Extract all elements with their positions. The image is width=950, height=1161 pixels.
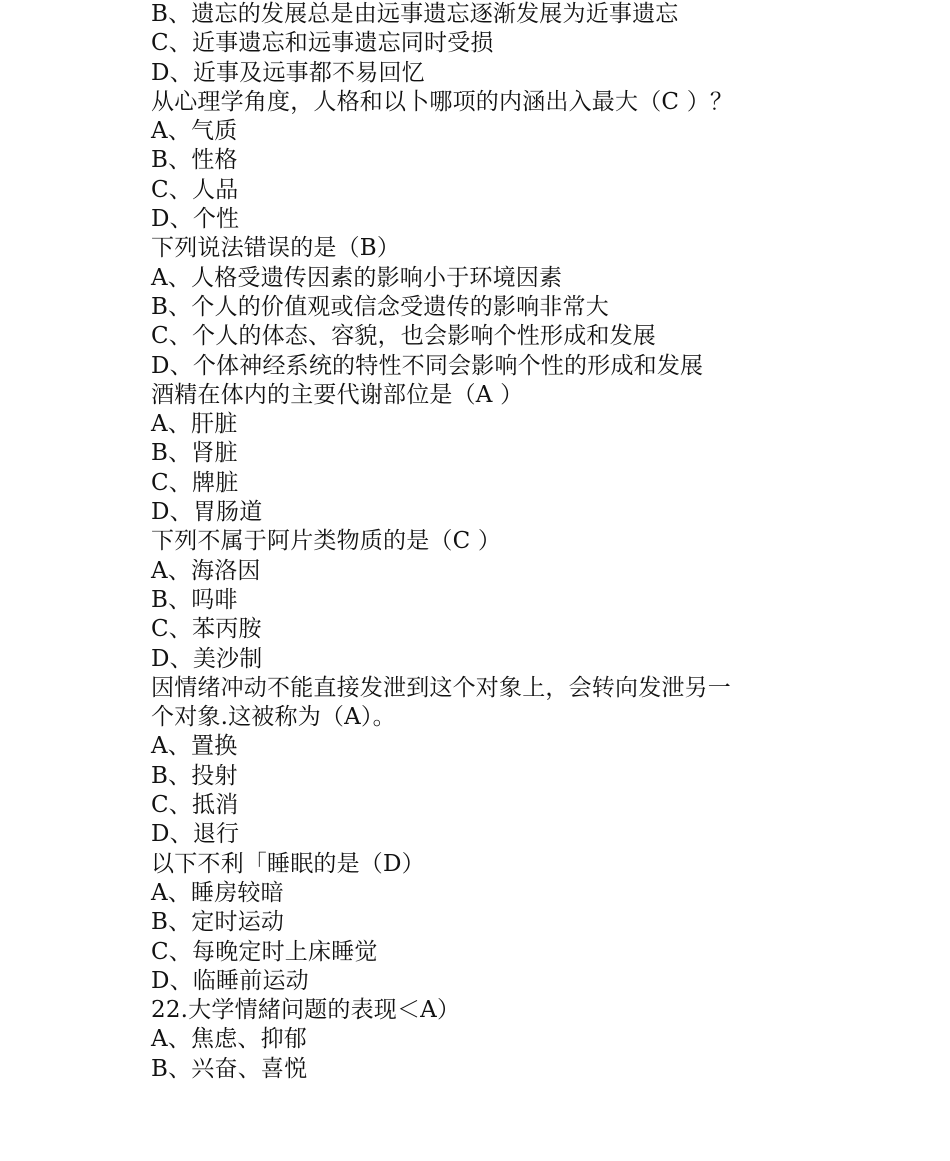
option-line: B、性格 <box>151 147 238 174</box>
option-line: C、人品 <box>151 176 239 203</box>
document-text <box>151 0 851 1084</box>
option-line: A、气质 <box>151 118 238 145</box>
option-line: B、遗忘的发展总是由远事遗忘逐渐发展为近事遗忘 <box>151 1 679 27</box>
question-line: 以下不利「睡眠的是（D） <box>151 850 425 877</box>
question-line: 22.大学情緒问题的表现＜A） <box>151 997 461 1024</box>
option-line: B、兴奋、喜悦 <box>151 1055 308 1082</box>
option-line: D、近事及远事都不易回忆 <box>151 59 425 86</box>
question-line: 因情绪冲动不能直接发泄到这个对象上，会转向发泄另一 <box>151 674 731 701</box>
question-line: 从心理学角度，人格和以卜哪项的内涵出入最大（C ）？ <box>151 88 734 115</box>
option-line: B、个人的价值观或信念受遗传的影响非常大 <box>151 293 609 320</box>
option-line: A、焦虑、抑郁 <box>151 1026 308 1053</box>
option-line: D、胃肠道 <box>151 499 263 526</box>
option-line: B、吗啡 <box>151 586 238 613</box>
option-line: B、肾脏 <box>151 440 238 467</box>
option-line: C、个人的体态、容貌，也会影响个性形成和发展 <box>151 323 656 350</box>
option-line: D、美沙制 <box>151 645 263 672</box>
option-line: A、肝脏 <box>151 411 238 438</box>
option-line: A、海洛因 <box>151 557 261 584</box>
option-line: D、个体神经系统的特性不同会影响个性的形成和发展 <box>151 352 704 379</box>
option-line: A、置换 <box>151 733 238 760</box>
question-line: 酒精在体内的主要代谢部位是（A ） <box>151 381 524 408</box>
question-line: 下列不属于阿片类物质的是（C ） <box>151 528 502 555</box>
option-line: C、近事遗忘和远事遗忘同时受损 <box>151 30 494 57</box>
option-line: D、个性 <box>151 206 240 233</box>
option-line: C、牌脏 <box>151 469 239 496</box>
option-line: C、抵消 <box>151 792 239 819</box>
option-line: D、临睡前运动 <box>151 967 309 994</box>
option-line: C、每晚定时上床睡觉 <box>151 938 378 965</box>
option-line: A、人格受遗传因素的影响小于环境因素 <box>151 264 563 291</box>
option-line: B、投射 <box>151 762 238 789</box>
option-line: B、定时运动 <box>151 909 285 936</box>
option-line: D、退行 <box>151 821 240 848</box>
question-line: 下列说法错误的是（B） <box>151 235 401 262</box>
option-line: A、睡房较暗 <box>151 879 284 906</box>
question-line-continued: 个对象.这被称为（A）。 <box>151 704 396 731</box>
option-line: C、苯丙胺 <box>151 616 262 643</box>
